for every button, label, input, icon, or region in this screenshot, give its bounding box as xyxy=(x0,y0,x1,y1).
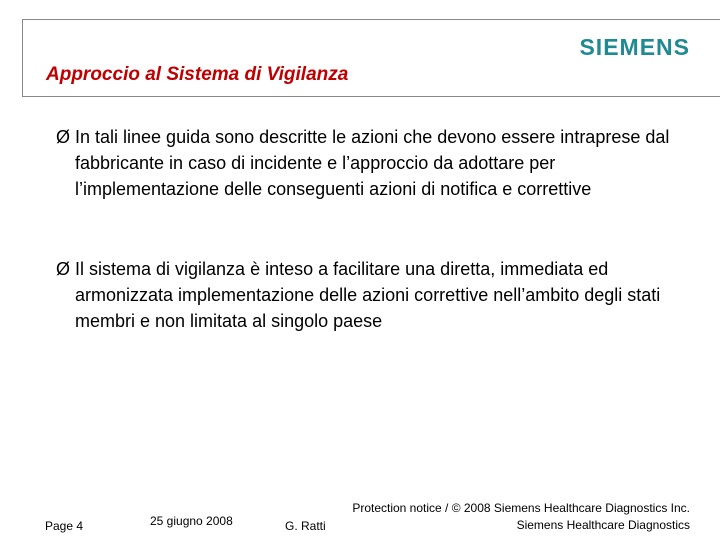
bullet-item xyxy=(56,256,696,334)
arrow-bullet-icon: Ø xyxy=(56,259,71,279)
arrow-bullet-icon: Ø xyxy=(56,127,71,147)
slide-title: Approccio al Sistema di Vigilanza xyxy=(46,64,349,85)
footer-author: G. Ratti xyxy=(285,519,326,533)
bullet-item xyxy=(56,124,696,202)
footer-protection-notice: Protection notice / © 2008 Siemens Healthcare Diagnostics Inc. xyxy=(352,501,690,515)
bullet-text: Il sistema di vigilanza è inteso a facilitare una diretta, immediata ed armonizzata implementazione delle azioni correttive nell’ambito degli stati membri e non limitata al singolo paese xyxy=(75,259,661,331)
bullet-text: In tali linee guida sono descritte le azioni che devono essere intraprese dal fabbricante in caso di incidente e l’approccio da adottare per l’implementazione delle conseguenti azioni di notifica e correttive xyxy=(75,127,670,199)
footer-date: 25 giugno 2008 xyxy=(150,514,233,528)
footer-page-number: Page 4 xyxy=(45,519,84,533)
footer-company: Siemens Healthcare Diagnostics xyxy=(516,518,690,532)
siemens-logo: SIEMENS xyxy=(579,34,690,60)
